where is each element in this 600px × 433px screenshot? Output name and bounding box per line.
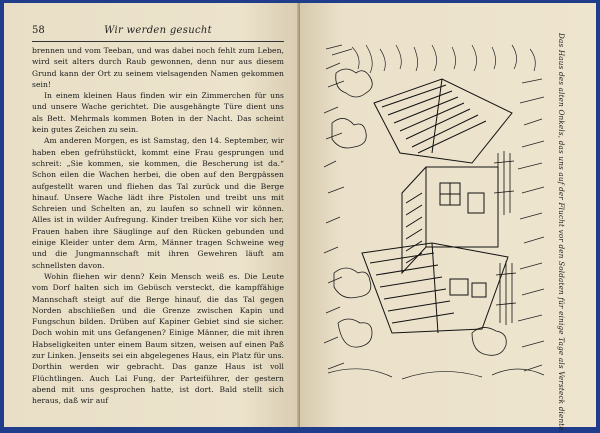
- page-number: 58: [32, 25, 45, 36]
- house-upper: [374, 79, 512, 163]
- paragraph: In einem kleinen Haus finden wir ein Zimmerchen für uns und unsere Wache gerichtet. Die ausgehängte Türe dient uns als Bett. Mehrmals kommen Boten in der Nacht. Das scheint kein gutes Zeichen zu sein.: [32, 91, 284, 135]
- right-page: [300, 3, 596, 433]
- house-lower: [362, 243, 508, 333]
- background-hatching: [324, 45, 544, 379]
- page-header: [32, 25, 284, 41]
- house-middle: [402, 167, 498, 273]
- paragraph: Am anderen Morgen, es ist Samstag, den 14. September, wir haben eben gefrühstückt, kommt eine Frau gesprungen und schreit: „Sie kommen, sie kommen, die Bescherung ist da.“ Schon eilen die Wachen herbei, die oben auf den Bergpässen aufgestellt waren und fliehen das Tal zurück und die Berge hinauf. Unsere Wache lädt ihre Pistolen und treibt uns mit Schreien und Schelten an, zu laufen so schnell wir können. Alles ist in wilder Aufregung. Kinder treiben Kühe vor sich her, Frauen haben ihre Säuglinge auf den Rücken gebunden und einige Kleider unter dem Arm, Männer tragen Schweine weg und die Jungmannschaft mit ihren Gewehren läuft am schnellsten davon.: [32, 136, 284, 270]
- body-text: [32, 45, 284, 407]
- paragraph: Wohin fliehen wir denn? Kein Mensch weiß es. Die Leute vom Dorf halten sich im Gebüsch versteckt, die kampffähige Mannschaft steigt auf die Berge hinauf, die das Tal gegen Norden abschließen und die Grenze zwischen Kapin und Fungschun bilden. Drüben auf Kapiner Gebiet sind sie sicher. Doch wohin mit uns Gefangenen? Einige Männer, die mit ihren Habseligkeiten unter einem Baum sitzen, weisen auf einen Paß zur Linken. Jenseits sei ein abgelegenes Haus, ein Platz für uns. Dorthin werden wir gebracht. Das ganze Haus ist voll Flüchtlingen. Auch Lai Fung, der Parteiführer, der gestern abend mit uns gesprochen hatte, ist dort. Bald stellt sich heraus, daß wir auf: [32, 271, 284, 406]
- paragraph: brennen und vom Teeban, und was dabei noch fehlt zum Leben, wird seit alters durch Raub gewonnen, denn nur aus diesem Grund kann der Ort zu seinem vielsagenden Namen gekommen sein!: [32, 46, 284, 89]
- left-page: [4, 3, 300, 427]
- fence: [494, 151, 516, 325]
- caption-area: [536, 33, 584, 433]
- trees: [332, 69, 506, 355]
- illustration-caption: Das Haus des alten Onkels, das uns auf der Flucht vor den Soldaten für einige Tage als Versteck diente.: [557, 33, 566, 433]
- running-head: Wir werden gesucht: [104, 25, 212, 36]
- header-rule: [32, 41, 284, 42]
- book-spread: [4, 3, 596, 433]
- house-illustration: [322, 43, 548, 383]
